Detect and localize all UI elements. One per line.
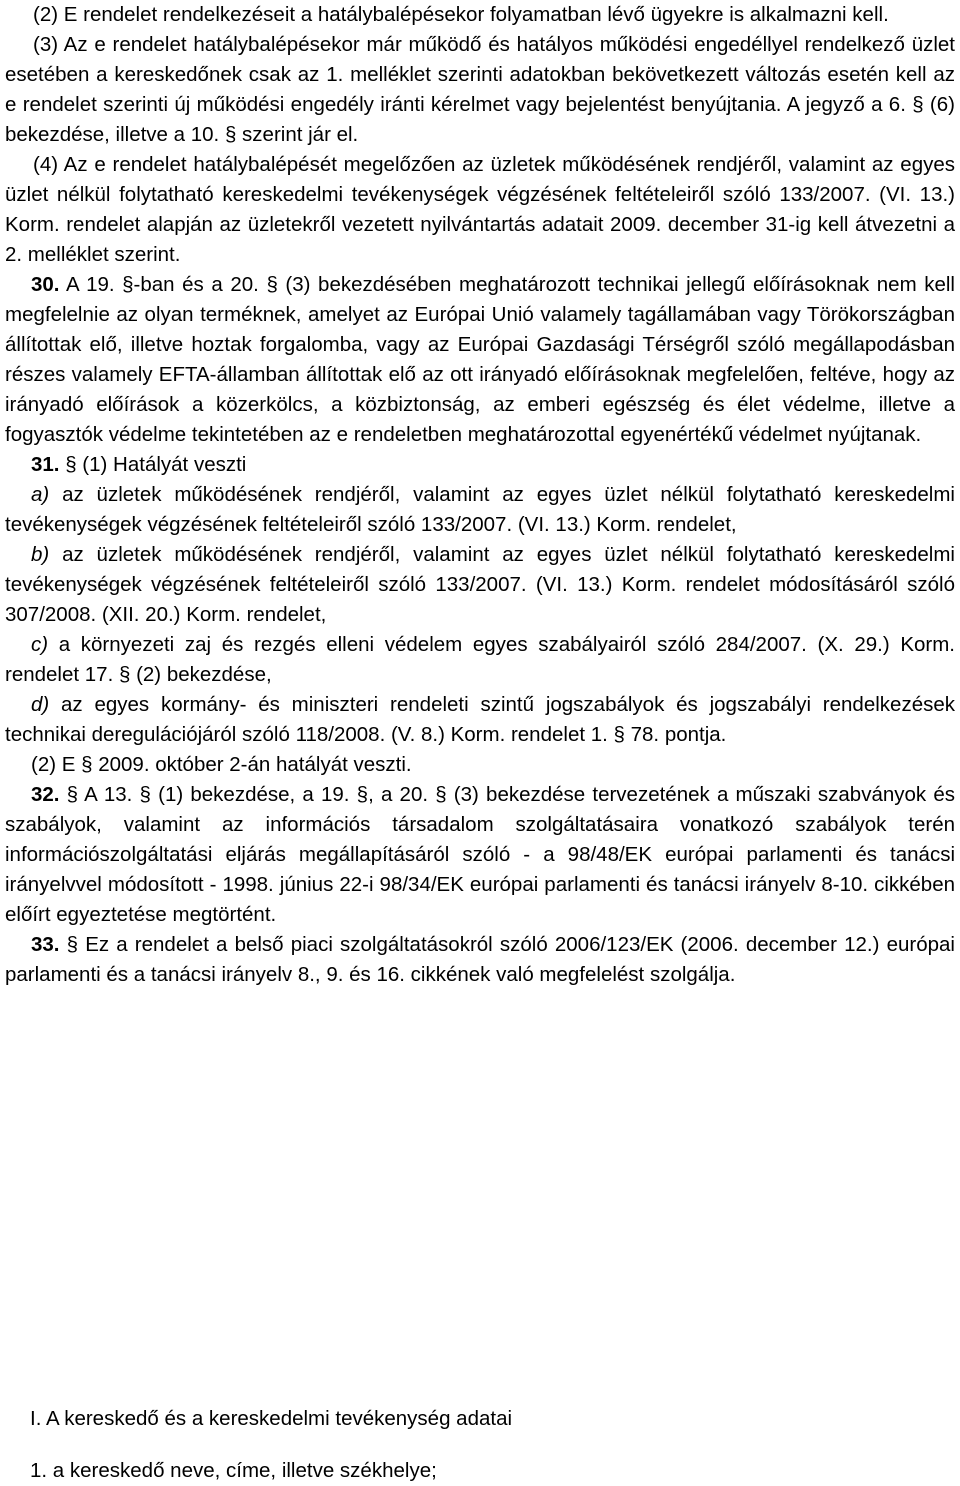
section-number: 31. [31,453,60,476]
item-text: az üzletek működésének rendjéről, valamint az egyes üzlet nélkül folytatható kereskedelmi tevékenységek végzésének feltételeiről szóló 133/2007. (VI. 13.) Korm. rendelet, [5,483,955,536]
paragraph-text: (2) E § 2009. október 2-án hatályát veszti. [31,753,412,776]
annex-heading: I. A kereskedő és a kereskedelmi tevékenység adatai [30,1407,513,1430]
repeal-item-d [5,690,955,750]
section-number: 30. [31,273,60,296]
section-31-paragraph-2 [5,750,955,780]
section-text: § A 13. § (1) bekezdése, a 19. §, a 20. § (3) bekezdése tervezetének a műszaki szabványok és szabályok, valamint az információs társadalom szolgáltatásaira vonatkozó szabályok terén információszolgáltatási eljárás megállapításáról szóló - a 98/48/EK európai parlamenti és tanácsi irányelvvel módosított - 1998. június 22-i 98/34/EK európai parlamenti és tanácsi irányelv 8-10. cikkében előírt egyeztetése megtörtént. [5,783,955,926]
paragraph-text: (2) E rendelet rendelkezéseit a hatálybalépésekor folyamatban lévő ügyekre is alkalmazni kell. [33,3,889,26]
section-text: § (1) Hatályát veszti [59,453,247,476]
item-text: a környezeti zaj és rezgés elleni védelem egyes szabályairól szóló 284/2007. (X. 29.) Korm. rendelet 17. § (2) bekezdése, [5,633,955,686]
item-text: az üzletek működésének rendjéről, valamint az egyes üzlet nélkül folytatható kereskedelmi tevékenységek végzésének feltételeiről szóló 133/2007. (VI. 13.) Korm. rendelet módosításáról szóló 307/2008. (XII. 20.) Korm. rendelet, [5,543,955,626]
section-text: § Ez a rendelet a belső piaci szolgáltatásokról szóló 2006/123/EK (2006. december 12.) európai parlamenti és a tanácsi irányelv 8., 9. és 16. cikkének való megfelelést szolgálja. [5,933,955,986]
section-33 [5,930,955,990]
item-letter: b) [31,543,50,566]
paragraph-4-registry-transfer [5,150,955,270]
section-30 [5,270,955,450]
paragraph-3-existing-shops [5,30,955,150]
item-letter: a) [31,483,50,506]
item-text: az egyes kormány- és miniszteri rendeleti szintű jogszabályok és jogszabályi rendelkezések technikai deregulációjáról szóló 118/2008. (V. 8.) Korm. rendelet 1. § 78. pontja. [5,693,955,746]
paragraph-2-applicability [5,0,955,30]
paragraph-text: (4) Az e rendelet hatálybalépését megelőzően az üzletek működésének rendjéről, valamint az egyes üzlet nélkül folytatható kereskedelmi tevékenységek végzésének feltételeiről szóló 133/2007. (VI. 13.) Korm. rendelet alapján az üzletekről vezetett nyilvántartás adatait 2009. december 31-ig kell átvezetni a 2. melléklet szerint. [5,153,955,266]
repeal-item-c [5,630,955,690]
annex-item-1: 1. a kereskedő neve, címe, illetve székhelye; [30,1459,437,1482]
repeal-item-a [5,480,955,540]
item-letter: d) [31,693,50,716]
document-body [5,0,955,990]
section-number: 33. [31,933,60,956]
section-text: A 19. §-ban és a 20. § (3) bekezdésében meghatározott technikai jellegű előírásoknak nem kell megfelelnie az olyan terméknek, amelyet az Európai Unió valamely tagállamában vagy Törökországban állítottak elő, illetve hoztak forgalomba, vagy az Európai Gazdasági Térségről szóló megállapodásban részes valamely EFTA-államban állítottak elő az ott irányadó előírásoknak megfelelően, feltéve, hogy az irányadó előírások a közerkölcs, a közbiztonság, az emberi egészség és élet védelme, illetve a fogyasztók védelme tekintetében az e rendeletben meghatározottal egyenértékű védelmet nyújtanak. [5,273,955,446]
paragraph-text: (3) Az e rendelet hatálybalépésekor már működő és hatályos működési engedéllyel rendelkező üzlet esetében a kereskedőnek csak az 1. melléklet szerinti adatokban bekövetkezett változás esetén kell az e rendelet szerinti új működési engedély iránti kérelmet vagy bejelentést benyújtania. A jegyző a 6. § (6) bekezdése, illetve a 10. § szerint jár el. [5,33,955,146]
section-number: 32. [31,783,60,806]
section-32 [5,780,955,930]
item-letter: c) [31,633,49,656]
section-31 [5,450,955,480]
repeal-item-b [5,540,955,630]
